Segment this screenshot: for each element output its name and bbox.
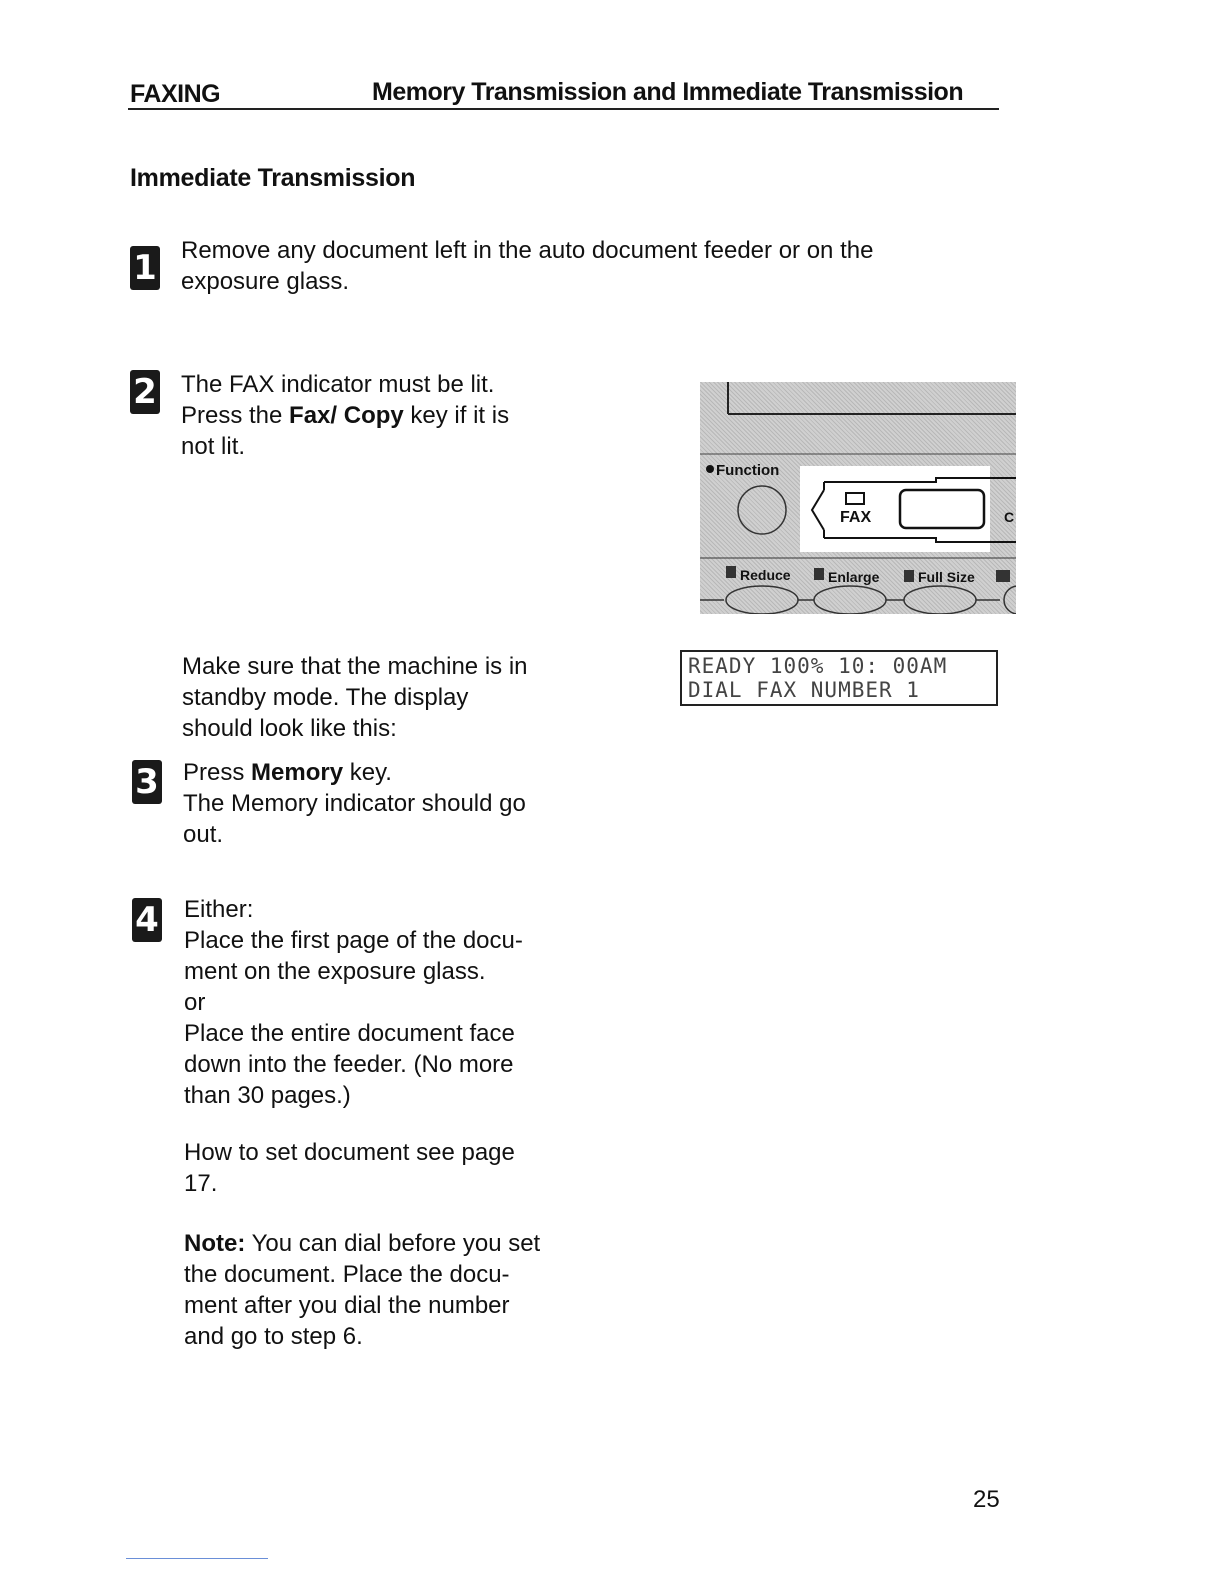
step-2-line-3: not lit.: [181, 433, 246, 460]
note-line-3: ment after you dial the number: [184, 1292, 510, 1319]
control-panel-illustration: [700, 382, 1016, 614]
step-3-line-3: out.: [183, 821, 224, 848]
howto-text: [184, 1137, 604, 1199]
running-header-title: Memory Transmission and Immediate Transmission: [372, 78, 964, 106]
reduce-label: Reduce: [740, 567, 791, 583]
standby-text: [182, 651, 602, 744]
note-text: [184, 1228, 604, 1352]
header-rule: [128, 108, 999, 110]
step-4-line-6: down into the feeder. (No more: [184, 1051, 514, 1078]
standby-line-2: standby mode. The display: [182, 684, 469, 711]
memory-key-label: Memory: [251, 759, 344, 786]
step-2-text: [181, 369, 581, 462]
function-label: Function: [716, 462, 780, 479]
fax-copy-key-label: Fax/ Copy: [289, 402, 404, 429]
note-label: Note:: [184, 1230, 246, 1257]
fax-label: FAX: [840, 509, 872, 526]
page-number: 25: [973, 1486, 1000, 1513]
lcd-display: [680, 650, 998, 706]
lcd-line-2: DIAL FAX NUMBER 1: [688, 678, 920, 702]
step-2-line-2: [181, 400, 581, 431]
enlarge-label: Enlarge: [828, 569, 880, 585]
section-title: Immediate Transmission: [130, 164, 416, 192]
step-2-marker: 2: [130, 370, 160, 414]
step-4-line-2: Place the first page of the docu-: [184, 927, 523, 954]
step-3-line-2: The Memory indicator should go: [183, 790, 526, 817]
step-4-line-5: Place the entire document face: [184, 1020, 515, 1047]
standby-line-1: Make sure that the machine is in: [182, 653, 528, 680]
step-3-marker: 3: [132, 760, 162, 804]
step-3-pre: Press: [183, 759, 252, 786]
step-3-text: [183, 757, 603, 850]
control-panel-drawing: [700, 382, 1016, 614]
howto-line-2: 17.: [184, 1170, 218, 1197]
step-1-text: Remove any document left in the auto document feeder or on the exposure glass.: [181, 237, 874, 295]
lcd-line-1: READY 100% 10: 00AM: [688, 654, 948, 678]
note-line-4: and go to step 6.: [184, 1323, 363, 1350]
footer-rule: [126, 1558, 268, 1559]
howto-line-1: How to set document see page: [184, 1139, 515, 1166]
note-line-1: [184, 1228, 604, 1259]
step-4-text: [184, 894, 604, 1111]
step-3-line-1: [183, 757, 603, 788]
note-line-1-text: You can dial before you set: [245, 1230, 541, 1257]
step-2-line-2-post: key if it is: [403, 402, 510, 429]
standby-line-3: should look like this:: [182, 715, 397, 742]
step-4-line-4: or: [184, 989, 206, 1016]
step-1-marker: 1: [130, 246, 160, 290]
c-label: C: [1004, 509, 1015, 525]
step-2-line-2-pre: Press the: [181, 402, 290, 429]
step-4-line-7: than 30 pages.): [184, 1082, 351, 1109]
step-3-post: key.: [343, 759, 392, 786]
step-2-line-1: The FAX indicator must be lit.: [181, 371, 495, 398]
step-4-line-1: Either:: [184, 896, 254, 923]
note-line-2: the document. Place the docu-: [184, 1261, 510, 1288]
running-header-section: FAXING: [130, 80, 221, 108]
step-4-line-3: ment on the exposure glass.: [184, 958, 486, 985]
fullsize-label: Full Size: [918, 569, 975, 585]
step-4-marker: 4: [132, 898, 162, 942]
